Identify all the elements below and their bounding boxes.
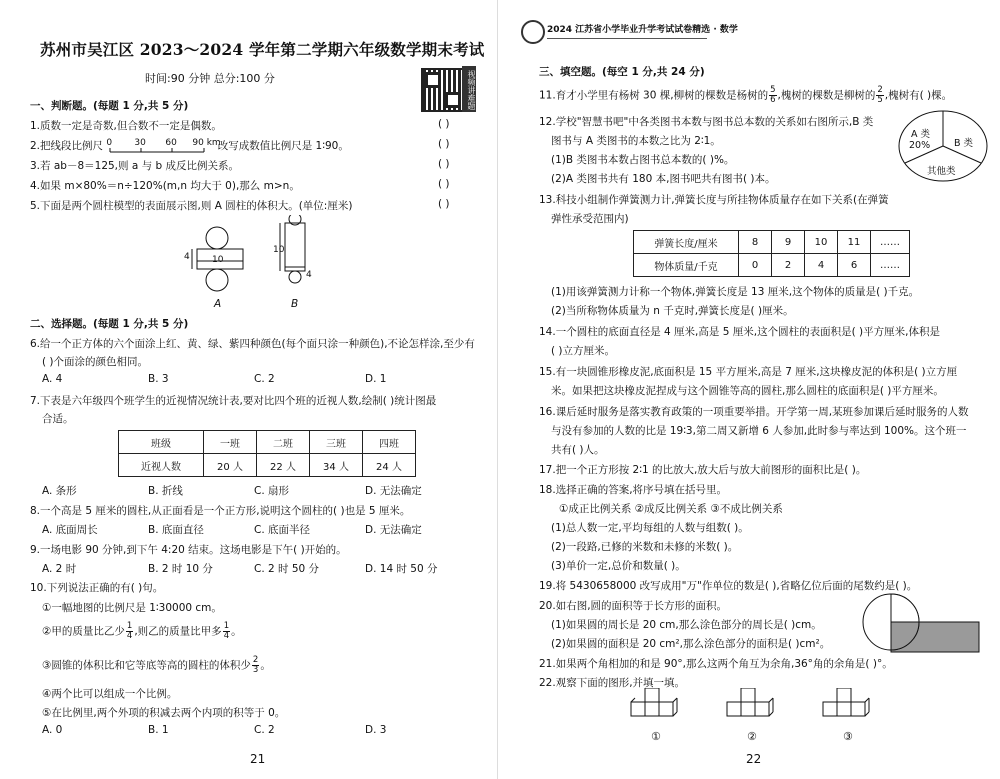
exam-subtitle: 时间:90 分钟 总分:100 分 [145, 72, 275, 85]
figB-width: 4 [306, 270, 312, 280]
cube-views-figure [623, 688, 923, 732]
pie-label-a-pct: 20% [909, 140, 931, 151]
page-number: 21 [250, 752, 266, 766]
exam-title: 苏州市吴江区 2023～2024 学年第二学期六年级数学期末考试 [40, 40, 485, 59]
choice-q7-line1: 7.下表是六年级四个班学生的近视情况统计表,要对比四个班的近视人数,绘制( )统计图最 [30, 395, 437, 407]
q9-option[interactable]: A. 2 时 [42, 563, 77, 575]
left-page [0, 0, 498, 779]
fill-q17: 17.把一个正方形按 2∶1 的比放大,放大后与放大前图形的面积比是( )。 [539, 464, 867, 476]
header-rule [547, 38, 707, 39]
clock-logo-icon [521, 20, 545, 44]
fill-q12-sub2: (2)A 类图书共有 180 本,图书吧共有图书( )本。 [551, 173, 776, 185]
fill-q13-line2: 弹性承受范围内) [551, 213, 629, 225]
q6-option[interactable]: D. 1 [365, 373, 387, 385]
figB-label: B [291, 298, 299, 310]
fill-q18-sub2: (2)一段路,已修的米数和未修的米数( )。 [551, 541, 739, 553]
q7-option[interactable]: D. 无法确定 [365, 485, 422, 497]
judge-q1: 1.质数一定是奇数,但合数不一定是偶数。 [30, 120, 222, 132]
fill-q15-line1: 15.有一块圆锥形橡皮泥,底面积是 15 平方厘米,高是 7 厘米,这块橡皮泥的体积是( )立方厘 [539, 366, 958, 378]
q7-option[interactable]: B. 折线 [148, 485, 183, 497]
q9-option[interactable]: D. 14 时 50 分 [365, 563, 438, 575]
q10-statement-1: ①一幅地图的比例尺是 1∶30000 cm。 [42, 602, 222, 614]
cube-label: ① [651, 730, 661, 743]
spring-table [633, 230, 910, 277]
fill-q18-options: ①成正比例关系 ②成反比例关系 ③不成比例关系 [559, 503, 783, 515]
q7-option[interactable]: A. 条形 [42, 485, 77, 497]
page-number: 22 [746, 752, 762, 766]
choice-q9: 9.一场电影 90 分钟,到下午 4:20 结束。这场电影是下午( )开始的。 [30, 544, 347, 556]
table-row: 近视人数 20 人 22 人 34 人 24 人 [119, 454, 416, 477]
fill-q20-sub1: (1)如果圆的周长是 20 cm,那么涂色部分的周长是( )cm。 [551, 619, 822, 631]
circle-rectangle-figure [861, 590, 981, 654]
section-judge: 一、判断题。(每题 1 分,共 5 分) [30, 100, 189, 112]
figA-height: 4 [184, 252, 190, 262]
table-row: 班级 一班 二班 三班 四班 [119, 431, 416, 454]
fill-q13-line1: 13.科技小组制作弹簧测力计,弹簧长度与所挂物体质量存在如下关系(在弹簧 [539, 194, 889, 206]
judge-q2: 2.把线段比例尺 0 30 60 90 km 改写成数值比例尺是 1∶90。 [30, 138, 349, 152]
q9-option[interactable]: C. 2 时 50 分 [254, 563, 320, 575]
cube-label: ③ [843, 730, 853, 743]
fill-q18-sub1: (1)总人数一定,平均每组的人数与组数( )。 [551, 522, 749, 534]
fill-q14-line1: 14.一个圆柱的底面直径是 4 厘米,高是 5 厘米,这个圆柱的表面积是( )平方厘米,体积是 [539, 326, 940, 338]
scale-bar: 0 30 60 90 km [106, 138, 221, 148]
fill-q15-line2: 米。如果把这块橡皮泥捏成与这个圆锥等高的圆柱,那么圆柱的底面积是( )平方厘米。 [551, 385, 944, 397]
q9-option[interactable]: B. 2 时 10 分 [148, 563, 213, 575]
figA-label: A [214, 298, 222, 310]
fill-q13-sub1: (1)用该弹簧测力计称一个物体,弹簧长度是 13 厘米,这个物体的质量是( )千克。 [551, 286, 920, 298]
q7-option[interactable]: C. 扇形 [254, 485, 290, 497]
q6-option[interactable]: C. 2 [254, 373, 275, 385]
book-header: 2024 江苏省小学毕业升学考试试卷精选 · 数学 [547, 25, 738, 35]
fill-q16-line2: 与没有参加的人数的比是 19∶3,第二周又新增 6 人参加,此时参与率达到 100%。这个班一 [551, 425, 967, 437]
choice-q6-line1: 6.给一个正方体的六个面涂上红、黄、绿、紫四种颜色(每个面只涂一种颜色),不论怎样涂,至少有 [30, 338, 475, 350]
fill-q21: 21.如果两个角相加的和是 90°,那么这两个角互为余角,36°角的余角是( )°。 [539, 658, 893, 670]
section-choice: 二、选择题。(每题 1 分,共 5 分) [30, 318, 189, 330]
fill-q13-sub2: (2)当所称物体质量为 n 千克时,弹簧长度是( )厘米。 [551, 305, 794, 317]
section-fill: 三、填空题。(每空 1 分,共 24 分) [539, 66, 705, 78]
q10-option[interactable]: C. 2 [254, 724, 275, 736]
judge-q3: 3.若 ab－8＝125,则 a 与 b 成反比例关系。 [30, 160, 239, 172]
answer-paren[interactable]: ( ) [438, 198, 450, 210]
fill-q12-line1: 12.学校"智慧书吧"中各类图书本数与图书总本数的关系如右图所示,B 类 [539, 116, 874, 128]
fill-q12-line2: 图书与 A 类图书的本数之比为 2∶1。 [551, 135, 721, 147]
fill-q20-sub2: (2)如果圆的面积是 20 cm²,那么涂色部分的面积是( )cm²。 [551, 638, 831, 650]
figA-width: 10 [212, 255, 224, 265]
qr-code-icon[interactable] [421, 68, 465, 112]
fill-q20: 20.如右图,圆的面积等于长方形的面积。 [539, 600, 728, 612]
q10-option[interactable]: D. 3 [365, 724, 387, 736]
choice-q10: 10.下列说法正确的有( )句。 [30, 582, 164, 594]
choice-q8: 8.一个高是 5 厘米的圆柱,从正面看是一个正方形,说明这个圆柱的( )也是 5 厘米。 [30, 505, 411, 517]
fill-q19: 19.将 5430658000 改写成用"万"作单位的数是( ),省略亿位后面的尾数约是( )。 [539, 580, 918, 592]
answer-paren[interactable]: ( ) [438, 158, 450, 170]
answer-paren[interactable]: ( ) [438, 178, 450, 190]
fill-q18-sub3: (3)单价一定,总价和数量( )。 [551, 560, 686, 572]
qr-label: 视频讲难题 [462, 66, 476, 112]
choice-q6-line2: ( )个面涂的颜色相同。 [42, 356, 149, 368]
cylinder-nets-figure [180, 215, 330, 310]
pie-label-other: 其他类 [927, 166, 956, 177]
answer-paren[interactable]: ( ) [438, 118, 450, 130]
judge-q5: 5.下面是两个圆柱模型的表面展示图,则 A 圆柱的体积大。(单位:厘米) [30, 200, 353, 212]
q6-option[interactable]: B. 3 [148, 373, 169, 385]
fill-q18: 18.选择正确的答案,将序号填在括号里。 [539, 484, 728, 496]
answer-paren[interactable]: ( ) [438, 138, 450, 150]
table-row: 弹簧长度/厘米 8 9 10 11 …… [634, 231, 910, 254]
q10-statement-5: ⑤在比例里,两个外项的积减去两个内项的积等于 0。 [42, 707, 286, 719]
fill-q12-sub1: (1)B 类图书本数占图书总本数的( )%。 [551, 154, 735, 166]
myopia-table [118, 430, 416, 477]
q10-statement-4: ④两个比可以组成一个比例。 [42, 688, 178, 700]
q10-option[interactable]: B. 1 [148, 724, 169, 736]
fill-q11: 11.育才小学里有杨树 30 棵,柳树的棵数是杨树的 $\frac{5}{6}$ ,槐树的棵数是柳树的 $\frac{2}{5}$ ,槐树有( )棵。 [539, 85, 953, 105]
fill-q14-line2: ( )立方厘米。 [551, 345, 616, 357]
q6-option[interactable]: A. 4 [42, 373, 63, 385]
q8-option[interactable]: C. 底面半径 [254, 524, 311, 536]
choice-q7-line2: 合适。 [42, 413, 74, 425]
q10-statement-3: ③圆锥的体积比和它等底等高的圆柱的体积少 $\frac{2}{3}$ 。 [42, 655, 271, 675]
q8-option[interactable]: B. 底面直径 [148, 524, 204, 536]
table-row: 物体质量/千克 0 2 4 6 …… [634, 254, 910, 277]
fill-q22: 22.观察下面的图形,并填一填。 [539, 677, 686, 689]
figB-height: 10 [273, 245, 285, 255]
q8-option[interactable]: A. 底面周长 [42, 524, 98, 536]
q8-option[interactable]: D. 无法确定 [365, 524, 422, 536]
fill-q16-line3: 共有( )人。 [551, 444, 605, 456]
pie-label-b: B 类 [954, 138, 974, 149]
cube-label: ② [747, 730, 757, 743]
pie-label-a: A 类 [911, 129, 931, 140]
q10-option[interactable]: A. 0 [42, 724, 63, 736]
judge-q4: 4.如果 m×80%＝n÷120%(m,n 均大于 0),那么 m>n。 [30, 180, 300, 192]
fill-q16-line1: 16.课后延时服务是落实教育政策的一项重要举措。开学第一周,某班参加课后延时服务的人数 [539, 406, 969, 418]
right-page [503, 0, 1000, 779]
q10-statement-2: ②甲的质量比乙少 $\frac{1}{4}$ ,则乙的质量比甲多 $\frac{1}{4}$ 。 [42, 621, 242, 641]
